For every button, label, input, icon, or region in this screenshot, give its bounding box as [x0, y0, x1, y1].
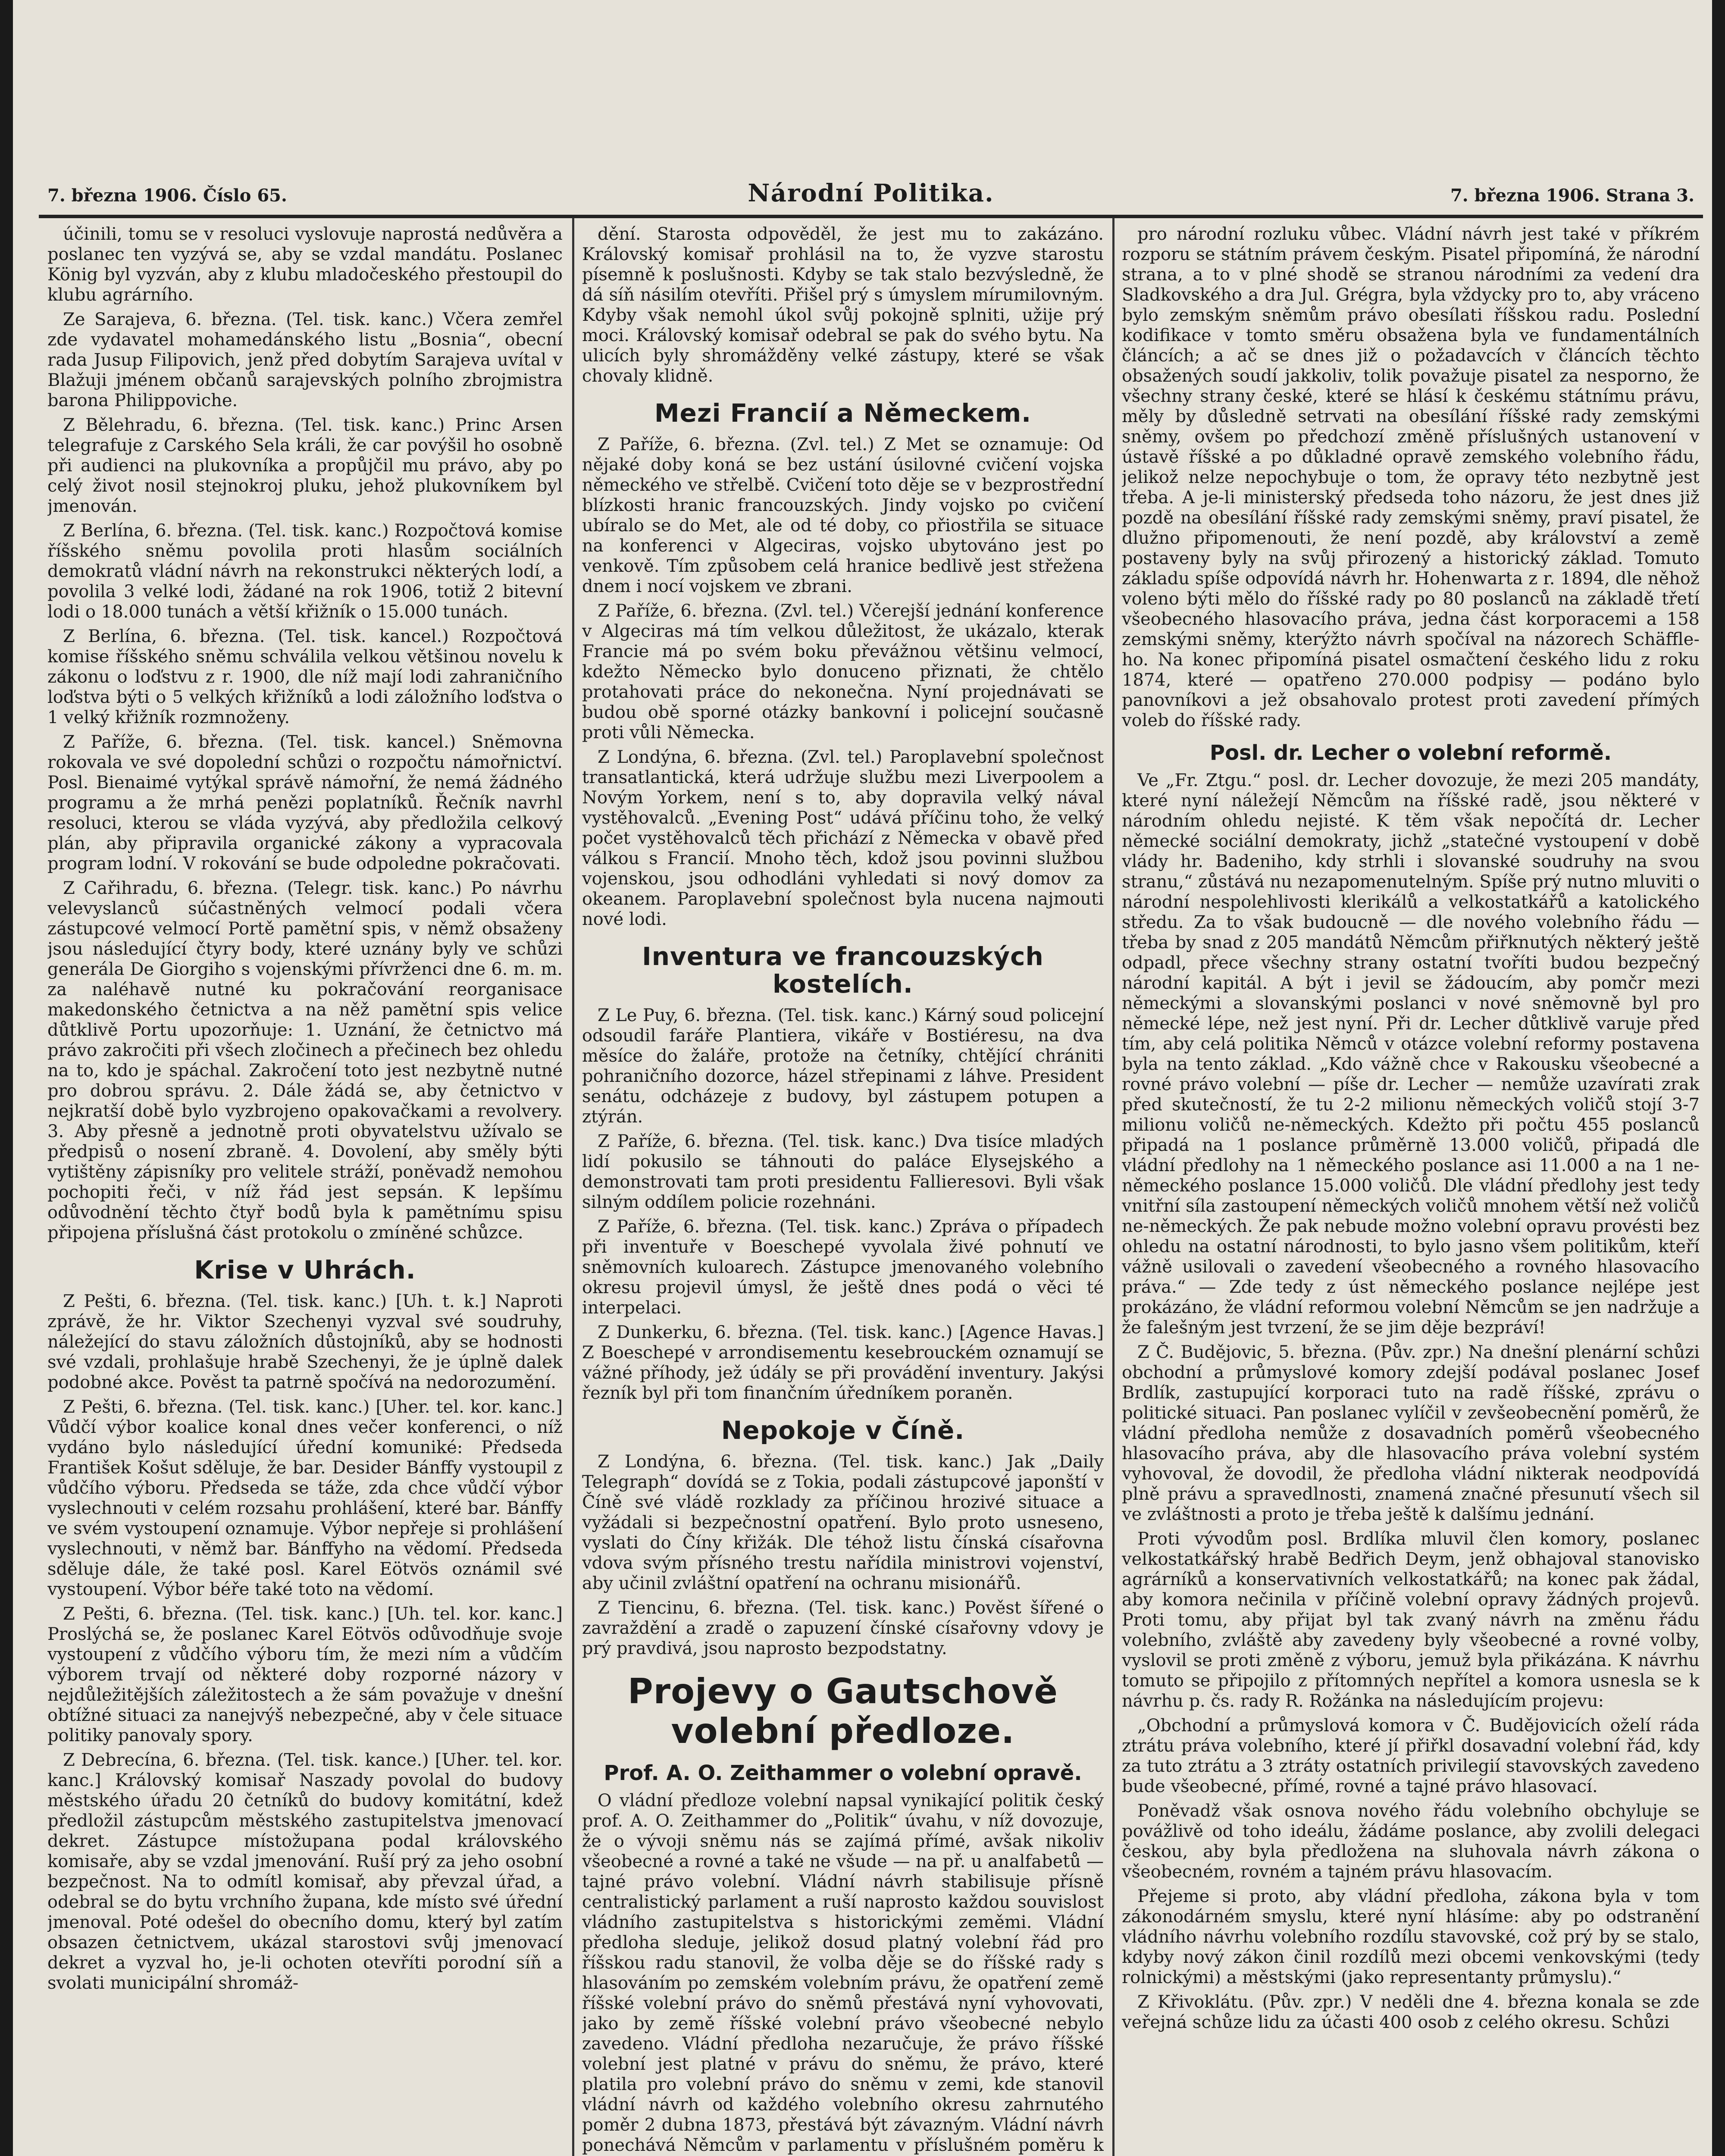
- section-heading: Krise v Uhrách.: [194, 1255, 416, 1285]
- newspaper-page: [13, 0, 1712, 2156]
- paragraph: Z Londýna, 6. března. (Zvl. tel.) Paroplavební společnost transatlantická, která udržuje službu mezi Liverpoolem a Novým Yorkem, není s to, aby dopravila velký nával vystěhovalců. „Evening Post“ udává příčinu toho, že velký počet vystěhovalců těch přichází z Německa v obavě před válkou s Francií. Mnoho těch, kdož jsou povinni službou vojenskou, jsou odhodláni vyhledati si nový domov za okeanem. Paroplavební společnost byla nucena najmouti nové lodi.: [582, 747, 1104, 929]
- masthead: Národní Politika.: [748, 179, 994, 207]
- paragraph: dění. Starosta odpověděl, že jest mu to zakázáno. Královský komisař prohlásil na to, že vyzve starostu písemně k poslušnosti. Kdyby se tak stalo bezvýsledně, že dá síň násilím otevříti. Přišel prý s úmyslem mírumilovným. Kdyby však nemohl úkol svůj pokojně splniti, užije prý moci. Královský komisař odebral se pak do svého bytu. Na ulicích byly shromážděny velké zástupy, které se však chovaly klidně.: [582, 224, 1104, 386]
- paragraph: Z Tiencinu, 6. března. (Tel. tisk. kanc.) Pověst šířené o zavraždění a zradě o zapuzení čínské císařovny vdovy je prý pravdivá, jsou naprosto bezpodstatny.: [582, 1598, 1104, 1658]
- paragraph: Z Debrecína, 6. března. (Tel. tisk. kance.) [Uher. tel. kor. kanc.] Královský komisař Naszady povolal do budovy městského úřadu 20 četníků do budovy komitátní, kdež předložil zástupcům městského zastupitelstva jmenovací dekret. Zástupce místožupana podal královského komisaře, aby se vzdal jmenování. Ruší prý za jeho osobní bezpečnost. Na to odmítl komisař, aby převzal úřad, a odebral se do bytu vrchního župana, kde místo své úřední jmenoval. Poté odešel do obecního domu, který byl zatím obsazen četnictvem, ukázal starostovi svůj jmenovací dekret a vyzval ho, je-li ochoten otevříti porodní síň a svolati municipální shromáž-: [47, 1750, 563, 1993]
- page-header: [39, 175, 1703, 213]
- paragraph: Z Č. Budějovic, 5. března. (Pův. zpr.) Na dnešní plenární schůzi obchodní a průmyslové komory zdejší podával poslanec Josef Brdlík, zastupující korporaci tuto na radě říšské, zprávu o politické situaci. Pan poslanec vylíčil v zevšeobecnění poměrů, že vládní předloha nemůže z dosavadních poměrů všeobecného hlasovacího práva, aby dle hlasovacího práva volební systém vyhovoval, že dovodil, že předloha vládní nikterak neodpovídá plně právu a spravedlnosti, znamená značné přesunutí všech sil ve zvláštnosti a proto je třeba ještě k dalšímu jednání.: [1122, 1342, 1700, 1524]
- paragraph: Z Paříže, 6. března. (Zvl. tel.) Včerejší jednání konference v Algeciras má tím velkou důležitost, že ukázalo, kterak Francie má po svém boku převážnou většinu velmocí, kdežto Německo bylo donuceno přiznati, že chtělo protahovati práce do nekonečna. Nyní projednávati se budou obě sporné otázky bankovní i policejní současně proti vůli Německa.: [582, 601, 1104, 743]
- paragraph: Z Pešti, 6. března. (Tel. tisk. kanc.) [Uh. tel. kor. kanc.] Proslýchá se, že poslanec Karel Eötvös odůvodňuje svoje vystoupení z vůdčího výboru tím, že mezi ním a vůdčím výborem trvají od některé doby rozporné názory v nejdůležitějších záležitostech a že sám považuje v dnešní obtížné situaci za nanejvýš nebezpečné, aby v čele situace politiky panovaly spory.: [47, 1604, 563, 1745]
- paragraph: „Obchodní a průmyslová komora v Č. Budějovicích oželí ráda ztrátu práva volebního, které jí přiřkl dosavadní volební řád, kdy za tuto ztrátu a 3 ztráty ostatních privilegií stavovských zavedeno bude všeobecné, přímé, rovné a tajné právo hlasovací.: [1122, 1716, 1700, 1796]
- section-heading: Inventura ve francouzských kostelích.: [642, 942, 1044, 999]
- paragraph: Z Berlína, 6. března. (Tel. tisk. kanc.) Rozpočtová komise říšského sněmu povolila proti hlasům sociálních demokratů vládní návrh na rekonstrukci některých lodí, a povolila 3 velké lodi, žádané na rok 1906, totiž 2 bitevní lodi o 18.000 tunách a větší křižník o 15.000 tunách.: [47, 521, 563, 622]
- column-3: [1122, 224, 1700, 2156]
- paragraph: Přejeme si proto, aby vládní předloha, zákona byla v tom zákonodárném smyslu, které nyní hlásíme: aby po odstranění vládního návrhu volebního rozdílu stavovské, což prý by se stalo, kdyby nový zákon činil rozdílů mezi obcemi venkovskými (tedy rolnickými) a městskými (jako representanty průmyslu).“: [1122, 1887, 1700, 1987]
- section-heading-large: Projevy o Gautschově volební předloze.: [628, 1671, 1058, 1751]
- subsection-heading: Posl. dr. Lecher o volební reformě.: [1209, 741, 1612, 765]
- header-rule: [39, 215, 1703, 218]
- paragraph: Ve „Fr. Ztgu.“ posl. dr. Lecher dovozuje, že mezi 205 mandáty, které nyní náležejí Němcům na říšské radě, jsou některé v národním ohledu nejisté. K těm však nepočítá dr. Lecher německé sociální demokraty, jichž „statečné vystoupení v době vlády hr. Badeniho, kdy strhli i slovanské soudruhy na svou stranu,“ zůstává nu nezapomenutelným. Spíše prý nutno mluviti o národní nespolehlivosti klerikálů a velkostatkářů a katolického středu. Za to však budoucně — dle nového volebního řádu — třeba by snad z 205 mandátů Němcům přiřknutých některý ještě odpadl, přece všechny strany ostatní tvoříti budou bezpečný národní kapitál. A být i jevil se žádoucím, aby pomčr mezi německými a slovanskými poslanci v nové sněmovně byl pro německé lépe, než jest nyní. Při dr. Lecher důtklivě varuje před tím, aby celá politika Němců v otázce volební reformy postavena byla na tento základ. „Kdo vážně chce v Rakousku všeobecné a rovné právo volební — píše dr. Lecher — nemůže uzavírati zrak před skutečností, že tu 2-2 milionu německých voličů stojí 3-7 milionu voličů ne-německých. Kdežto při počtu 455 poslanců připadá na 1 poslance průměrně 13.000 voličů, připadá dle vládní předlohy na 1 německého poslance asi 11.000 a na 1 ne-německého poslance 15.000 voličů. Dle vládní předlohy jest tedy vnitřní síla zastoupení německých voličů mnohem větší než voličů ne-německých. Že pak nebude možno volební opravu provésti bez ohledu na ostatní národnosti, to bylo jasno všem politikům, kteří vážně usilovali o zavedení všeobecného a rovného hlasovacího práva.“ — Zde tedy z úst německého poslance nejlépe jest prokázáno, že vládní reformou volební Němcům se jen nadržuje a že falešným jest tvrzení, že se jim děje bezpráví!: [1122, 771, 1700, 1338]
- paragraph: Z Křivoklátu. (Pův. zpr.) V neděli dne 4. března konala se zde veřejná schůze lidu za účasti 400 osob z celého okresu. Schůzi: [1122, 1992, 1700, 2032]
- paragraph: Z Berlína, 6. března. (Tel. tisk. kancel.) Rozpočtová komise říšského sněmu schválila velkou většinou novelu k zákonu o loďstvu z r. 1900, dle níž mají lodi zahraničního loďstva býti o 5 velkých křižníků a lodi záložního loďstva o 1 velký křižník rozmnoženy.: [47, 627, 563, 727]
- paragraph: Z Pešti, 6. března. (Tel. tisk. kanc.) [Uher. tel. kor. kanc.] Vůdčí výbor koalice konal dnes večer konferenci, o níž vydáno bylo následující úřední komuniké: Předseda František Košut sděluje, že bar. Desider Bánffy vystoupil z vůdčího výboru. Předseda se táže, zda chce vůdčí výbor vyslechnouti v celém rozsahu prohlášení, které bar. Bánffy ve svém vystoupení oznamuje. Výbor nepřeje si prohlášení vyslechnouti, v němž bar. Bánffyho na vědomí. Předseda sděluje dále, že také posl. Karel Eötvös oznámil své vystoupení. Výbor béře také toto na vědomí.: [47, 1397, 563, 1599]
- paragraph: Z Pešti, 6. března. (Tel. tisk. kanc.) [Uh. t. k.] Naproti zprávě, že hr. Viktor Szechenyi vyzval své soudruhy, náležející do stavu záložních důstojníků, aby se hodnosti své vzdali, prohlašuje hrabě Szechenyi, že je úplně dalek podobné akce. Pověst ta patrně spočívá na nedorozumění.: [47, 1291, 563, 1392]
- paragraph: Poněvadž však osnova nového řádu volebního obchyluje se povážlivě od toho ideálu, žádáme poslance, aby zvolili delegaci českou, aby byla předložena na sluhovala návrh zákona o všeobecném, rovném a tajném právu hlasovacím.: [1122, 1801, 1700, 1882]
- column-divider: [1112, 218, 1115, 2156]
- paragraph: Z Cařihradu, 6. března. (Telegr. tisk. kanc.) Po návrhu velevyslanců súčastněných velmocí podali včera zástupcové velmocí Portě pamětní spis, v němž obsaženy jsou následující čtyry body, které uznány byly ve schůzi generála De Giorgiho s vojenskými přívrženci dne 6. m. m. za naléhavě nutné ku pokračování reorganisace makedonského četnictva a na něž pamětní spis velice důtklivě Portu upozorňuje: 1. Uznání, že četnictvo má právo zakročiti při všech zločinech a přečinech bez ohledu na to, kdo je spáchal. Zakročení toto jest nezbytně nutné pro dobrou správu. 2. Dále žádá se, aby četnictvo v nejkratší době bylo vyzbrojeno opakovačkami a revolvery. 3. Aby přesně a jednotně proti obyvatelstvu užívalo se předpisů o nosení zbraně. 4. Dovolení, aby směly býti vytištěny zápisníky pro velitele stráží, poněvadž nemohou pochopiti řeči, v níž řád jest sepsán. K lepšímu odůvodnění těchto čtyř bodů byla k pamětnímu spisu připojena příslušná část protokolu o zmíněné schůzce.: [47, 878, 563, 1243]
- column-divider: [572, 218, 574, 2156]
- paragraph: Z Le Puy, 6. března. (Tel. tisk. kanc.) Kárný soud policejní odsoudil faráře Plantiera, vikáře v Bostiéresu, na dva měsíce do žaláře, protože na četníky, chtějící chrániti pohraničního dozorce, házel střepinami z láhve. President senátu, odcházeje z budovy, byl zástupem potupen a ztýrán.: [582, 1006, 1104, 1127]
- header-date-page: 7. března 1906. Strana 3.: [1450, 185, 1694, 206]
- paragraph: O vládní předloze volební napsal vynikající politik český prof. A. O. Zeithammer do „Politik“ úvahu, v níž dovozuje, že o vývoji sněmu nás se zajímá přímé, avšak nikoliv všeobecné a rovné a také ne všude — na př. u analfabetů — tajné právo volební. Vládní návrh stabilisuje přísně centralistický parlament a ruší naprosto každou souvislost vládního zastupitelstva s historickými zeměmi. Vládní předloha sleduje, jelikož dosud platný volební řád pro říšskou radu stanovil, že volba děje se do říšské rady s hlasováním po zemském volebním právu, že opatření země říšské volební právo do sněmů přestává nyní vyhovovati, jako by země říšské volební právo všeobecné nebylo zavedeno. Vládní předloha nezaručuje, že právo říšské volební jest platné v právu do sněmu, že právo, které platila pro volební právo do sněmu v zemi, kde stanovil vládní návrh od každého volebního okresu zahrnutého poměr 2 dubna 1873, přestává být závazným. Vládní návrh ponechává Němcům v parlamentu v příslušném poměru k: [582, 1791, 1104, 2155]
- paragraph: pro národní rozluku vůbec. Vládní návrh jest také v příkrém rozporu se státním právem českým. Pisatel připomíná, že národní strana, a to v plné shodě se stranou národními za vedení dra Sladkovského a dra Jul. Grégra, byla vždycky pro to, aby vráceno bylo zemským sněmům právo obesílati říšskou radu. Poslední kodifikace v tomto směru obsažena byla ve fundamentálních článcích; a ač se dnes již o požadavcích v článcích těchto obsažených soudí jakkoliv, tolik považuje pisatel za nesporno, že všechny strany české, které se hlásí k českému státnímu právu, měly by důsledně setrvati na obesílání říšské rady zemskými sněmy, ovšem po předchozí změně příslušných ustanovení v ústavě říšské a po důkladné opravě zemského volebního řádu, jelikož nelze nepochybuje o tom, že opravy této nezbytně jest třeba. A je-li ministerský předseda toho názoru, že jest dnes již pozdě na obesílání říšské rady zemskými sněmy, praví pisatel, že dlužno připomenouti, že není pozdě, aby království a země postaveny byly na svůj přirozený a historický základ. Tomuto základu spíše odpovídá návrh hr. Hohenwarta z r. 1894, dle něhož voleno býti mělo do říšské rady po 80 poslanců na základě třetí všeobecného hlasovacího práva, jedna část korporacemi a 158 zemskými sněmy, kterýžto návrh spočíval na názorech Schäffle-ho. Na konec připomíná pisatel osmačtení českého lidu z roku 1874, které — opatřeno 270.000 podpisy — podáno bylo panovníkovi a jež obsahovalo protest proti zavedení přímých voleb do říšské rady.: [1122, 224, 1700, 730]
- paragraph: Proti vývodům posl. Brdlíka mluvil člen komory, poslanec velkostatkářský hrabě Bedřich Deym, jenž obhajoval stanovisko agrárníků a konservativních velkostatkářů; na konec pak žádal, aby komora nečinila v příčině volební opravy žádných projevů. Proti tomu, aby přijat byl tak zvaný návrh na změnu řádu volebního, zvláště aby zavedeny byly všeobecné a rovné volby, vyslovil se proti změně z výboru, jemuž byla přikázána. K návrhu tomuto se připojilo z přítomných nepřítel a komora usnesla se k návrhu p. čs. rady R. Rožánka na následujícím projevu:: [1122, 1529, 1700, 1711]
- section-heading: Mezi Francií a Německem.: [654, 398, 1032, 428]
- paragraph: Z Paříže, 6. března. (Tel. tisk. kanc.) Dva tisíce mladých lidí pokusilo se táhnouti do paláce Elysejského a demonstrovati tam proti presidentu Fallieresovi. Byli však silným oddílem policie rozehnáni.: [582, 1131, 1104, 1212]
- paragraph: Z Bělehradu, 6. března. (Tel. tisk. kanc.) Princ Arsen telegrafuje z Carského Sela králi, že car povýšil ho osobně při audienci na plukovníka a propůjčil mu právo, aby po celý život nosil stejnokroj pluku, jehož plukovníkem byl jmenován.: [47, 415, 563, 516]
- paragraph: Ze Sarajeva, 6. března. (Tel. tisk. kanc.) Včera zemřel zde vydavatel mohamedánského listu „Bosnia“, obecní rada Jusup Filipovich, jenž před dobytím Sarajeva uvítal v Blažuji jménem občanů sarajevských polního zbrojmistra barona Philippoviche.: [47, 310, 563, 411]
- column-2: [582, 224, 1104, 2156]
- paragraph: Z Paříže, 6. března. (Tel. tisk. kanc.) Zpráva o případech při inventuře v Boeschepé vyvolala živé pohnutí ve sněmovních kuloarech. Zástupce jmenovaného volebního okresu projevil úmysl, že ještě dnes podá o věci té interpelaci.: [582, 1217, 1104, 1318]
- section-heading: Nepokoje v Číně.: [721, 1416, 965, 1445]
- header-date-issue: 7. března 1906. Číslo 65.: [47, 185, 287, 206]
- column-1: [47, 224, 563, 2156]
- subsection-heading: Prof. A. O. Zeithammer o volební opravě.: [604, 1761, 1082, 1785]
- paragraph: Z Londýna, 6. března. (Tel. tisk. kanc.) Jak „Daily Telegraph“ dovídá se z Tokia, podali zástupcové japonští v Číně své vládě rozklady za příčinou hrozivé situace a vyžádali si bezpečnostní opatření. Bylo proto usneseno, vyslati do Číny křižák. Dle téhož listu čínská císařovna vdova svým přísného trestu nařídila ministrovi vojenství, aby učinil zvláštní opatření na ochranu misionářů.: [582, 1452, 1104, 1593]
- paragraph: Z Paříže, 6. března. (Zvl. tel.) Z Met se oznamuje: Od nějaké doby koná se bez ustání úsilovné cvičení vojska německého ve střelbě. Cvičení toto děje se v bezprostřední blízkosti hranic francouzských. Jindy vojsko po cvičení ubíralo se do Met, ale od té doby, co přiostřila se situace na konferenci v Algeciras, vojsko ubytováno jest po venkově. Tím způsobem celá hranice bedlivě jest střežena dnem i nocí vojskem ve zbrani.: [582, 435, 1104, 596]
- paragraph: Z Paříže, 6. března. (Tel. tisk. kancel.) Sněmovna rokovala ve své dopolední schůzi o rozpočtu námořnictví. Posl. Bienaimé vytýkal správě námořní, že nemá žádného programu a že mrhá penězi poplatníků. Řečník navrhl resoluci, kterou se vláda vyzývá, aby předložila celkový plán, aby připravila organické zákony a vypracovala program lodní. V rokování se bude odpoledne pokračovati.: [47, 732, 563, 874]
- paragraph: účinili, tomu se v resoluci vyslovuje naprostá nedůvěra a poslanec ten vyzývá se, aby se vzdal mandátu. Poslanec König byl vyzván, aby z klubu mladočeského přestoupil do klubu agrárního.: [47, 224, 563, 305]
- paragraph: Z Dunkerku, 6. března. (Tel. tisk. kanc.) [Agence Havas.] Z Boeschepé v arrondisementu kesebrouckém oznamují se vážné příhody, jež údály se při provádění inventury. Jakýsi řezník byl při tom finančním úředníkem poraněn.: [582, 1322, 1104, 1403]
